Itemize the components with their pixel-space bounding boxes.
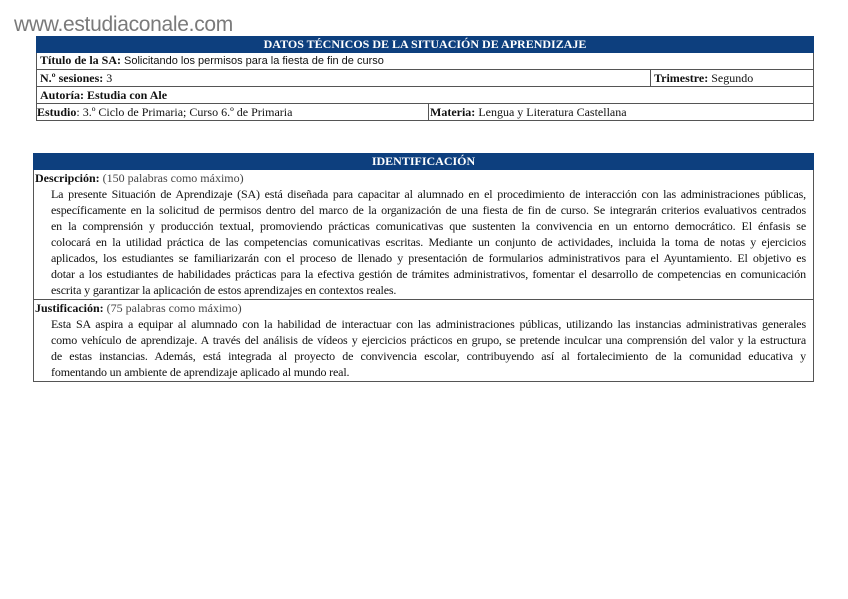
titulo-row [37,53,814,70]
estudio-label: Estudio [37,104,77,119]
identificacion-table [33,153,814,382]
materia-value: Lengua y Literatura Castellana [478,104,627,119]
descripcion-section [34,170,814,300]
identificacion-header: IDENTIFICACIÓN [34,154,814,170]
text-line: escrita y garantizar la aplicación de estos aprendizajes en contextos reales. [51,283,397,297]
descripcion-hint: (150 palabras como máximo) [102,171,244,185]
text-line: aplicados, los estudiantes se familiarizarán con el proceso de llenado y presentación de formularios administrativos para el Ayuntamiento. El objetivo es [51,251,806,265]
sesiones-value: 3 [106,70,113,85]
text-line: como vehículo de aprendizaje. A través del análisis de vídeos y ejercicios prácticos en grupo, se pretende inculcar una comprensión del valor y la estructura [51,333,806,347]
text-line: dotar a los estudiantes de habilidades prácticas para la efectiva gestión de trámites administrativos, fomentar el desarrollo de competencias en comunicación [51,267,806,281]
datos-tecnicos-header: DATOS TÉCNICOS DE LA SITUACIÓN DE APRENDIZAJE [37,37,814,53]
sesiones-row [37,70,814,87]
estudio-row [37,104,814,121]
titulo-value: Solicitando los permisos para la fiesta de fin de curso [124,55,384,67]
text-line: en la comprensión y producción textual, promoviendo prácticas comunicativas que sustenten la convivencia en un entorno democrático. El énfasis se [51,219,806,233]
text-line: La presente Situación de Aprendizaje (SA) está diseñada para capacitar al alumnado en el procedimiento de interacción con las administraciones públicas, [51,187,806,201]
materia-label: Materia: [430,104,476,119]
text-line: específicamente en la solicitud de permisos dentro del marco de la organización de una fiesta de fin de curso. Se integrarán criterios evaluativos centrados [51,203,806,217]
justificacion-label: Justificación: [35,301,104,315]
text-line: colocará en la utilidad práctica de las competencias comunicativas escritas. Mediante un conjunto de actividades, incluida la toma de notas y ejercicios [51,235,806,249]
text-line: fomentando un ambiente de aprendizaje aplicado al mundo real. [51,365,350,379]
text-line: de estas instancias. Además, está integrada al proyecto de convivencia escolar, contribuyendo así al fortalecimiento de la comunidad educativa y [51,349,806,363]
descripcion-text [37,186,810,298]
autoria-label: Autoría: [40,87,84,102]
autoria-value: Estudia con Ale [87,87,168,102]
estudio-value: : 3.º Ciclo de Primaria; Curso 6.º de Primaria [76,104,293,119]
descripcion-label: Descripción: [35,171,100,185]
titulo-label: Título de la SA: [40,53,122,67]
trimestre-label: Trimestre: [654,70,709,85]
trimestre-value: Segundo [711,70,754,85]
autoria-row [37,87,814,104]
justificacion-hint: (75 palabras como máximo) [106,301,242,315]
datos-tecnicos-table [36,36,814,121]
justificacion-section [34,300,814,382]
justificacion-text [37,316,810,380]
sesiones-label: N.º sesiones: [40,70,104,85]
text-line: Esta SA aspira a equipar al alumnado con la habilidad de interactuar con las administraciones públicas, utilizando las instancias administrativas generales [51,317,806,331]
watermark: www.estudiaconale.com [14,13,233,36]
